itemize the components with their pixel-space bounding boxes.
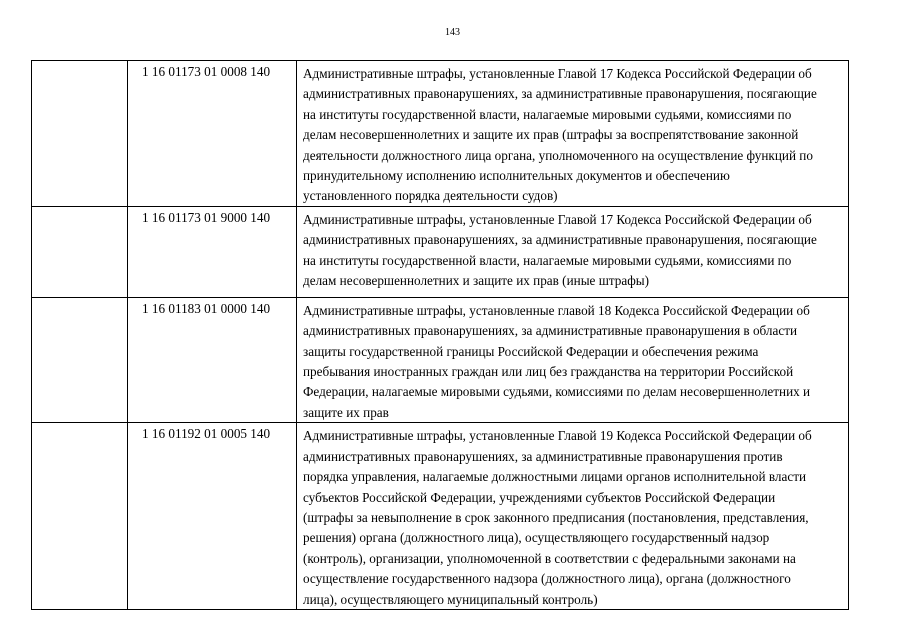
description-line: пребывания иностранных граждан или лиц без гражданства на территории Российской: [303, 364, 794, 380]
description-line: Административные штрафы, установленные Главой 17 Кодекса Российской Федерации об: [303, 211, 812, 227]
empty-cell: [32, 423, 128, 610]
description-line: порядка управления, налагаемые должностными лицами органов исполнительной власти: [303, 469, 807, 485]
description-line: (штрафы за невыполнение в срок законного предписания (постановления, представления,: [303, 509, 809, 525]
description-line: Административные штрафы, установленные Главой 19 Кодекса Российской Федерации об: [303, 428, 812, 444]
description-line: Федерации, налагаемые мировыми судьями, комиссиями по делам несовершеннолетних и: [303, 384, 811, 400]
description-line: решения) органа (должностного лица), осуществляющего государственный надзор: [303, 530, 770, 546]
description-line: административных правонарушениях, за административные правонарушения в области: [303, 323, 798, 339]
description-line: (контроль), организации, уполномоченной в соответствии с федеральными законами на: [303, 550, 796, 566]
budget-code: 1 16 01173 01 9000 140: [142, 209, 271, 225]
table-row: [32, 423, 849, 610]
empty-cell: [32, 297, 128, 422]
description-line: деятельности должностного лица органа, уполномоченного на осуществление функций по: [303, 147, 813, 163]
empty-cell: [32, 61, 128, 207]
description-line: осуществление государственного надзора (должностного лица), органа (должностного: [303, 571, 791, 587]
budget-codes-table: [31, 60, 849, 610]
description-line: на институты государственной власти, налагаемые мировыми судьями, комиссиями по: [303, 252, 792, 268]
description-cell: [297, 423, 849, 610]
description-line: на институты государственной власти, налагаемые мировыми судьями, комиссиями по: [303, 106, 792, 122]
description-line: субъектов Российской Федерации, учреждениями субъектов Российской Федерации: [303, 489, 776, 505]
description-line: административных правонарушениях, за административные правонарушения, посягающие: [303, 232, 817, 248]
description-line: принудительному исполнению исполнительных документов и обеспечению: [303, 168, 730, 184]
table-row: [32, 206, 849, 297]
description-line: установленного порядка деятельности судов): [303, 188, 558, 204]
description-line: административных правонарушениях, за административные правонарушения, посягающие: [303, 86, 817, 102]
page-number: 143: [445, 27, 460, 38]
description-line: делам несовершеннолетних и защите их прав (штрафы за воспрепятствование законной: [303, 127, 799, 143]
description-cell: [297, 61, 849, 207]
description-line: защите их прав: [303, 404, 389, 420]
description-cell: [297, 297, 849, 422]
empty-cell: [32, 206, 128, 297]
budget-code: 1 16 01192 01 0005 140: [142, 426, 271, 442]
table-row: [32, 297, 849, 422]
description-line: лица), осуществляющего муниципальный контроль): [303, 591, 598, 607]
table-row: [32, 61, 849, 207]
budget-code: 1 16 01173 01 0008 140: [142, 64, 271, 79]
code-cell: [128, 206, 297, 297]
code-cell: [128, 61, 297, 207]
code-cell: [128, 297, 297, 422]
description-line: Административные штрафы, установленные Главой 17 Кодекса Российской Федерации об: [303, 66, 812, 81]
description-line: защиты государственной границы Российской Федерации и обеспечения режима: [303, 343, 759, 359]
code-cell: [128, 423, 297, 610]
budget-code: 1 16 01183 01 0000 140: [142, 300, 271, 316]
description-cell: [297, 206, 849, 297]
description-line: Административные штрафы, установленные главой 18 Кодекса Российской Федерации об: [303, 302, 810, 318]
description-line: административных правонарушениях, за административные правонарушения против: [303, 448, 783, 464]
description-line: делам несовершеннолетних и защите их прав (иные штрафы): [303, 273, 650, 289]
